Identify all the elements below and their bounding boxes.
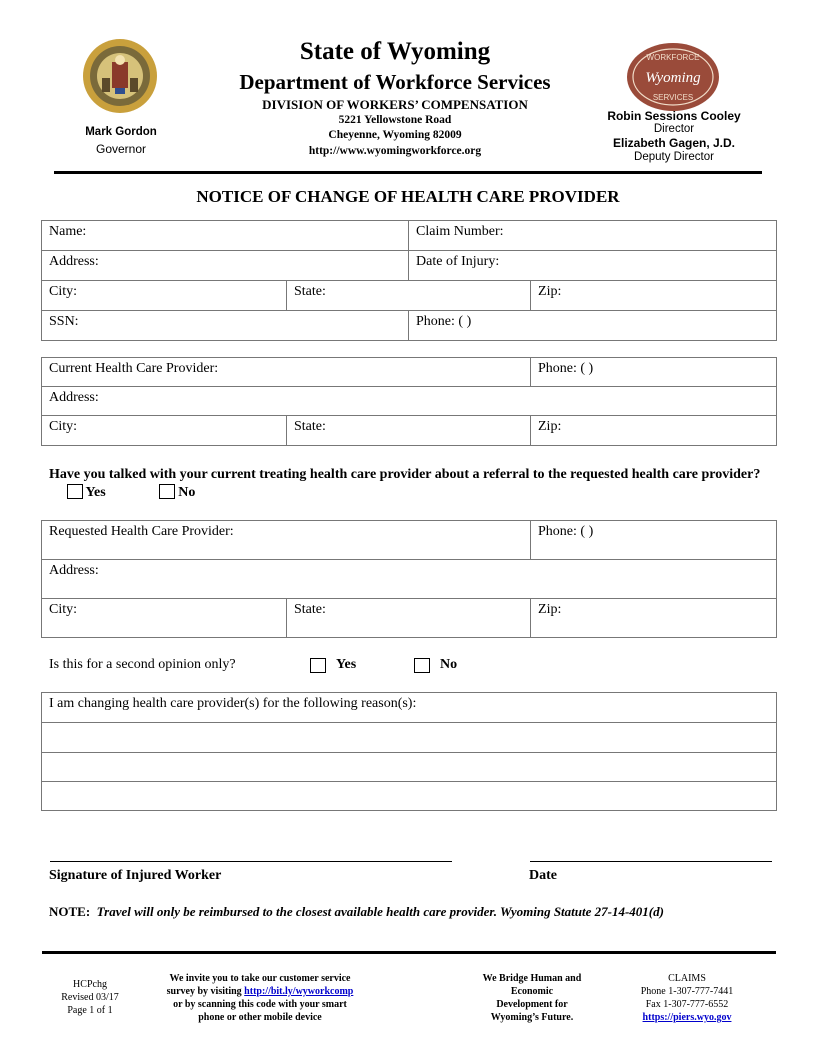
motto-line-2: Economic xyxy=(510,986,554,997)
deputy-director-name: Elizabeth Gagen, J.D. xyxy=(612,136,736,150)
state-label: State: xyxy=(294,284,326,299)
current-provider-zip-label: Zip: xyxy=(538,419,562,434)
current-provider-address-label: Address: xyxy=(49,390,99,405)
reason-line-3[interactable] xyxy=(42,782,777,811)
state-seal-logo xyxy=(82,38,158,114)
signature-label: Signature of Injured Worker xyxy=(49,868,222,883)
division-name: DIVISION OF WORKERS’ COMPENSATION xyxy=(262,97,528,112)
city-label: City: xyxy=(49,284,78,299)
address-label: Address: xyxy=(49,254,99,269)
travel-note xyxy=(49,904,664,920)
second-opinion-yes-checkbox[interactable] xyxy=(310,658,326,673)
claims-phone: Phone 1-307-777-7441 xyxy=(640,986,734,997)
name-label: Name: xyxy=(49,224,87,239)
requested-provider-state-field[interactable] xyxy=(287,599,531,638)
date-label: Date xyxy=(529,868,557,883)
current-provider-phone-label: Phone: ( ) xyxy=(538,361,594,376)
footer-divider xyxy=(42,951,776,954)
director-name: Robin Sessions Cooley xyxy=(607,109,741,123)
form-id-block xyxy=(50,978,130,1017)
motto-block xyxy=(462,972,602,1024)
referral-yes-checkbox[interactable] xyxy=(67,484,83,499)
requested-provider-label: Requested Health Care Provider: xyxy=(49,524,234,539)
note-label: NOTE: xyxy=(49,904,91,919)
name-field[interactable] xyxy=(42,221,409,251)
current-provider-label: Current Health Care Provider: xyxy=(49,361,219,376)
second-opinion-text: Is this for a second opinion only? xyxy=(49,657,236,672)
second-opinion-no-checkbox[interactable] xyxy=(414,658,430,673)
survey-line-2: survey by visiting xyxy=(166,986,242,997)
survey-link[interactable]: http://bit.ly/wyworkcomp xyxy=(244,986,354,997)
revised-date: Revised 03/17 xyxy=(61,992,119,1003)
survey-block xyxy=(140,972,380,1024)
zip-label: Zip: xyxy=(538,284,562,299)
claimant-info-table xyxy=(41,220,777,341)
motto-line-4: Wyoming’s Future. xyxy=(490,1012,574,1023)
second-opinion-no-label: No xyxy=(440,657,458,672)
workforce-services-logo xyxy=(626,42,720,112)
requested-provider-address-label: Address: xyxy=(49,563,99,578)
website-url: http://www.wyomingworkforce.org xyxy=(308,145,482,157)
second-opinion-question xyxy=(49,657,236,673)
ssn-field[interactable] xyxy=(42,311,409,341)
current-provider-field[interactable] xyxy=(42,358,531,387)
requested-provider-city-field[interactable] xyxy=(42,599,287,638)
governor-title: Governor xyxy=(95,142,147,156)
current-provider-phone-field[interactable] xyxy=(531,358,777,387)
reasons-label: I am changing health care provider(s) for the following reason(s): xyxy=(49,696,417,711)
referral-no-checkbox[interactable] xyxy=(159,484,175,499)
signature-line[interactable] xyxy=(50,861,452,862)
reasons-table xyxy=(41,692,777,811)
requested-provider-phone-label: Phone: ( ) xyxy=(538,524,594,539)
page-number: Page 1 of 1 xyxy=(67,1005,113,1016)
reason-line-1[interactable] xyxy=(42,723,777,753)
claims-fax: Fax 1-307-777-6552 xyxy=(645,999,729,1010)
logo-text-top: WORKFORCE xyxy=(646,53,700,62)
street-address: 5221 Yellowstone Road xyxy=(338,114,452,126)
survey-line-4: phone or other mobile device xyxy=(198,1012,322,1023)
note-text: Travel will only be reimbursed to the closest available health care provider. Wyoming Statute 27-14-401(d) xyxy=(96,904,664,919)
current-provider-table xyxy=(41,357,777,446)
header-divider xyxy=(54,171,762,174)
zip-field[interactable] xyxy=(531,281,777,311)
state-name: State of Wyoming xyxy=(299,38,491,65)
current-provider-state-field[interactable] xyxy=(287,416,531,446)
requested-provider-table xyxy=(41,520,777,638)
current-provider-zip-field[interactable] xyxy=(531,416,777,446)
claim-number-label: Claim Number: xyxy=(416,224,504,239)
requested-provider-address-field[interactable] xyxy=(42,560,777,599)
date-of-injury-label: Date of Injury: xyxy=(416,254,500,269)
requested-provider-zip-label: Zip: xyxy=(538,602,562,617)
claims-link[interactable]: https://piers.wyo.gov xyxy=(642,1012,732,1023)
logo-text-bottom: SERVICES xyxy=(652,93,694,102)
ssn-label: SSN: xyxy=(49,314,79,329)
phone-field[interactable] xyxy=(409,311,777,341)
referral-question-text: Have you talked with your current treating health care provider about a referral to the requested health care provider? xyxy=(49,467,761,482)
requested-provider-zip-field[interactable] xyxy=(531,599,777,638)
director-title: Director xyxy=(653,123,695,135)
reason-line-2[interactable] xyxy=(42,753,777,782)
referral-no-label: No xyxy=(178,485,196,500)
state-field[interactable] xyxy=(287,281,531,311)
requested-provider-phone-field[interactable] xyxy=(531,521,777,560)
department-name: Department of Workforce Services xyxy=(239,70,551,94)
date-of-injury-field[interactable] xyxy=(409,251,777,281)
survey-line-1: We invite you to take our customer service xyxy=(169,973,351,984)
requested-provider-field[interactable] xyxy=(42,521,531,560)
current-provider-state-label: State: xyxy=(294,419,326,434)
form-id: HCPchg xyxy=(73,979,107,990)
address-field[interactable] xyxy=(42,251,409,281)
requested-provider-city-label: City: xyxy=(49,602,78,617)
deputy-director-title: Deputy Director xyxy=(634,151,714,163)
city-field[interactable] xyxy=(42,281,287,311)
logo-text-middle: Wyoming xyxy=(645,70,701,86)
reasons-label-row xyxy=(42,693,777,723)
second-opinion-yes-label: Yes xyxy=(336,657,357,672)
motto-line-1: We Bridge Human and xyxy=(482,973,582,984)
form-title: NOTICE OF CHANGE OF HEALTH CARE PROVIDER xyxy=(196,187,620,206)
claims-contact-block xyxy=(622,972,752,1024)
current-provider-city-field[interactable] xyxy=(42,416,287,446)
current-provider-address-field[interactable] xyxy=(42,387,777,416)
current-provider-city-label: City: xyxy=(49,419,78,434)
claim-number-field[interactable] xyxy=(409,221,777,251)
governor-name: Mark Gordon xyxy=(85,126,157,138)
claims-label: CLAIMS xyxy=(668,973,706,984)
motto-line-3: Development for xyxy=(496,999,568,1010)
city-address: Cheyenne, Wyoming 82009 xyxy=(328,129,462,141)
requested-provider-state-label: State: xyxy=(294,602,326,617)
phone-label: Phone: ( ) xyxy=(416,314,472,329)
survey-line-3: or by scanning this code with your smart xyxy=(173,999,347,1010)
referral-question xyxy=(49,466,769,502)
date-line[interactable] xyxy=(530,861,772,862)
referral-yes-label: Yes xyxy=(85,485,106,500)
